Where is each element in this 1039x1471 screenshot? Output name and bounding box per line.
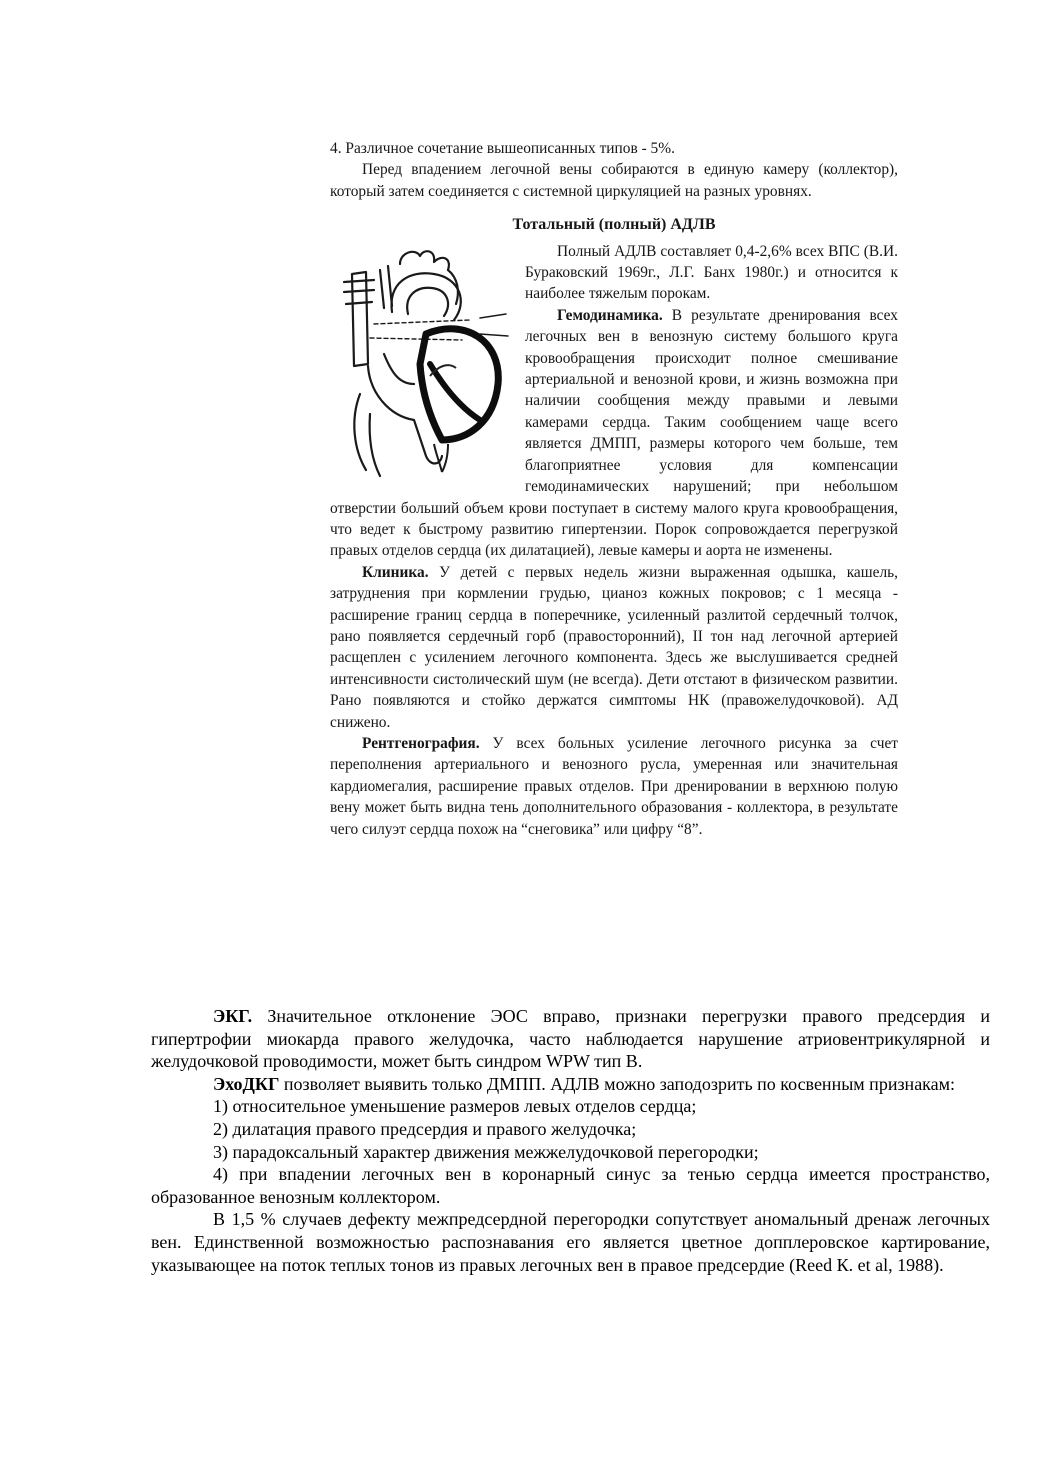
list-item: 4) при впадении легочных вен в коронарный синус за тенью сердца имеется пространство, образованное венозным коллектором.: [151, 1164, 990, 1207]
clinic-label: Клиника.: [362, 563, 429, 581]
heart-diagram-figure: [330, 244, 515, 484]
ecg-paragraph: [151, 1005, 990, 1073]
intro-paragraph: Полный АДЛВ составляет 0,4-2,6% всех ВПС (В.И. Бураковский 1969г., Л.Г. Банх 1980г.) и относится к наиболее тяжелым порокам.: [525, 242, 898, 303]
list-item: 3) парадоксальный характер движения межжелудочковой перегородки;: [213, 1141, 759, 1162]
ecg-label: ЭКГ.: [213, 1006, 253, 1026]
echo-paragraph: [151, 1073, 990, 1096]
typed-text-block: [151, 1005, 990, 1276]
hemodynamics-text: В результате дренирования всех легочных вен в венозную систему большого круга кровообращения происходит полное смешивание артериальной и венозной крови, и жизнь возможна при наличии сообщения между правыми и левыми камерами сердца. Таким сообщением чаще всего является ДМПП, размеры которого чем больше, тем благоприятнее условия для компенсации гемодинамических нарушений; при небольшом отверстии больший объем крови поступает в систему малого круга кровообращения, что ведет к быстрому развитию гипертензии. Порок сопровождается перегрузкой правых отделов сердца (их дилатацией), левые камеры и аорта не изменены.: [330, 306, 898, 560]
xray-text: У всех больных усиление легочного рисунка за счет переполнения артериального и венозного русла, умеренная или значительная кардиомегалия, расширение правых отделов. При дренировании в верхнюю полую вену может быть видна тень дополнительного образования - коллектора, в результате чего силуэт сердца похож на “снеговика” или цифру “8”.: [330, 734, 898, 838]
scanned-text-block: [330, 138, 898, 840]
echo-label: ЭхоДКГ: [213, 1073, 280, 1094]
list-item-4: 4. Различное сочетание вышеописанных типов - 5%.: [330, 140, 675, 157]
echo-text: позволяет выявить только ДМПП. АДЛВ можно заподозрить по косвенным признакам:: [279, 1073, 956, 1094]
list-item: 2) дилатация правого предсердия и правого желудочка;: [213, 1118, 637, 1139]
xray-paragraph: [330, 733, 898, 840]
clinic-paragraph: [330, 562, 898, 733]
collector-paragraph: Перед впадением легочной вены собираются в единую камеру (коллектор), который затем соединяется с системной циркуляцией на разных уровнях.: [330, 161, 898, 200]
hemodynamics-label: Гемодинамика.: [557, 306, 663, 324]
ecg-text: Значительное отклонение ЭОС вправо, признаки перегрузки правого предсердия и гипертрофии миокарда правого желудочка, часто наблюдается нарушение атриовентрикулярной и желудочковой проводимости, может быть синдром WPW тип В.: [151, 1006, 990, 1072]
list-item: 1) относительное уменьшение размеров левых отделов сердца;: [213, 1096, 697, 1117]
xray-label: Рентгенография.: [362, 734, 480, 752]
clinic-text: У детей с первых недель жизни выраженная одышка, кашель, затруднения при кормлении грудью, цианоз кожных покровов; с 1 месяца - расширение границ сердца в поперечнике, усиленный разлитой сердечный толчок, рано появляется сердечный горб (правосторонний), II тон над легочной артерией расщеплен с усилением легочного компонента. Здесь же выслушивается средней интенсивности систолический шум (не всегда). Дети отстают в физическом развитии. Рано появляются и стойко держатся симптомы НК (правожелудочковой). АД снижено.: [330, 563, 898, 731]
final-paragraph: В 1,5 % случаев дефекту межпредсердной перегородки сопутствует аномальный дренаж легочных вен. Единственной возможностью распознавания его является цветное допплеровское картирование, указывающее на поток теплых тонов из правых легочных вен в правое предсердие (Reed К. et al, 1988).: [151, 1209, 990, 1275]
heart-diagram-illustration: [330, 244, 515, 484]
section-heading: Тотальный (полный) АДЛВ: [512, 216, 716, 234]
